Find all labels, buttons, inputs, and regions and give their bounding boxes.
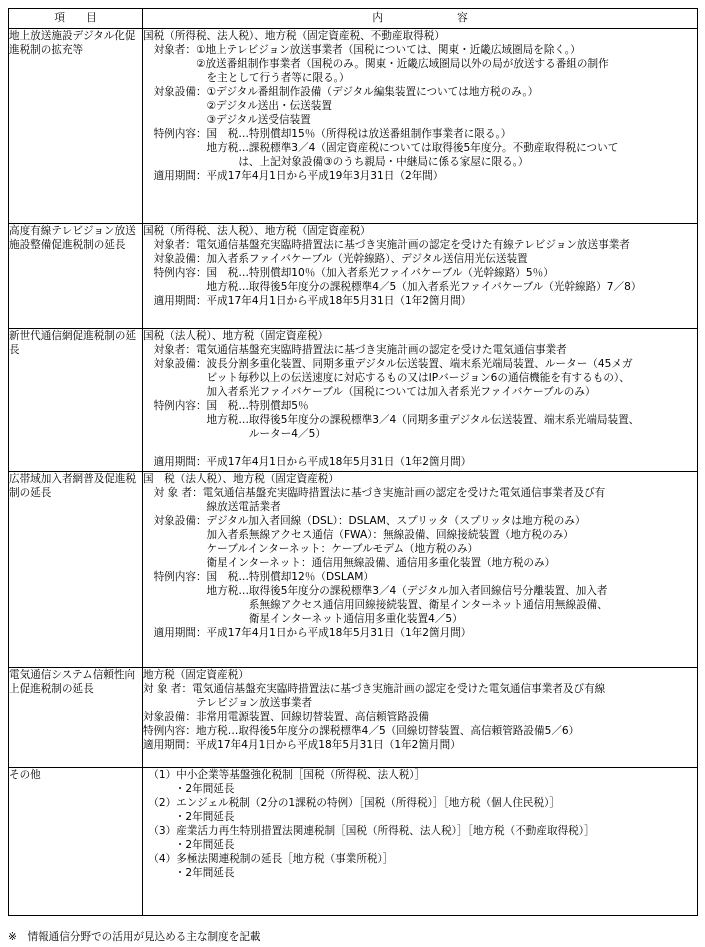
content-line: ケーブルインターネット：ケーブルモデム（地方税のみ） [143,543,479,555]
content-line: 線放送電話業者 [143,501,281,513]
content-line: ルーター4／5） [143,428,326,440]
content-line: 特例内容：国 税…特別償却10％（加入者系光ファイバケーブル（光幹線路）5％） [143,267,554,279]
content-line: 適用期間：平成17年4月1日から平成19年3月31日（2年間） [143,170,444,182]
content-line: ・2年間延長 [143,867,235,879]
footnote: ※ 情報通信分野での活用が見込める主な制度を記載 [8,931,261,943]
content-line: （1）中小企業等基盤強化税制［国税（所得税、法人税）］ [143,769,426,781]
content-line: テレビジョン放送事業者 [143,697,313,709]
table-header-row [9,9,698,29]
table-row [9,29,698,224]
content-line: 加入者系無線アクセス通信（FWA）：無線設備、回線接続装置（地方税のみ） [143,529,574,541]
content-line: 特例内容：国 税…特別償却15％（所得税は放送番組制作事業者に限る。） [143,128,512,140]
row-content [143,472,698,668]
content-line: 対象設備：加入者系ファイバケーブル（光幹線路）、デジタル送信用光伝送装置 [143,253,528,265]
content-line: 特例内容：国 税…特別償却5％ [143,400,309,412]
row-item-label: その他 [9,768,143,916]
content-line: ③デジタル送受信装置 [143,114,311,126]
content-line: 適用期間：平成17年4月1日から平成18年5月31日（1年2箇月間） [143,456,472,468]
row-content [143,768,698,916]
content-line: 系無線アクセス通信用回線接続装置、衛星インターネット通信用無線設備、 [143,599,608,611]
row-item-label: 地上放送施設デジタル化促進税制の拡充等 [9,29,143,224]
content-line: 対象設備：①デジタル番組制作設備（デジタル編集装置については地方税のみ。） [143,86,539,98]
tax-measures-table [8,8,698,916]
content-line: 国 税（法人税）、地方税（固定資産税） [143,473,339,485]
content-line: 国税（所得税、法人税）、地方税（固定資産税） [143,225,371,237]
content-line: 対象者：電気通信基盤充実臨時措置法に基づき実施計画の認定を受けた電気通信事業者 [143,344,567,356]
content-line: 地方税（固定資産税） [143,669,249,681]
content-line: 特例内容：国 税…特別償却12％（DSLAM） [143,571,374,583]
content-line: （4）多極法関連税制の延長［地方税（事業所税）］ [143,853,394,865]
content-line: ・2年間延長 [143,839,235,851]
content-line: 特例内容：地方税…取得後5年度分の課税標準4／5（回線切替装置、高信頼管路設備5／6） [143,725,580,737]
table-row [9,768,698,916]
content-line: ②デジタル送出・伝送装置 [143,100,332,112]
content-line: を主として行う者等に限る。） [143,72,350,84]
content-line: 国税（所得税、法人税）、地方税（固定資産税、不動産取得税） [143,30,445,42]
table-row [9,472,698,668]
content-line: 衛星インターネット：通信用無線設備、通信用多重化装置（地方税のみ） [143,557,556,569]
content-line: 地方税…課税標準3／4（固定資産税については取得後5年度分。不動産取得税について [143,142,619,154]
content-line: 適用期間：平成17年4月1日から平成18年5月31日（1年2箇月間） [143,627,472,639]
content-line: 対象設備：波長分割多重化装置、同期多重デジタル伝送装置、端末系光端局装置、ルーター（45メガ [143,358,633,370]
content-line: ・2年間延長 [143,783,235,795]
content-line: （3）産業活力再生特別措置法関連税制［国税（所得税、法人税）］［地方税（不動産取得税）］ [143,825,595,837]
row-item-label: 広帯域加入者網普及促進税制の延長 [9,472,143,668]
content-line: 対象者：①地上テレビジョン放送事業者（国税については、関東・近畿広域圏局を除く。） [143,44,581,56]
table-row [9,329,698,472]
content-line: 対象設備：デジタル加入者回線（DSL）：DSLAM、スプリッタ（スプリッタは地方税のみ） [143,515,586,527]
content-line [143,441,697,455]
content-line: 衛星インターネット通信用多重化装置4／5） [143,613,463,625]
row-item-label: 高度有線テレビジョン放送施設整備促進税制の延長 [9,224,143,329]
content-line: ・2年間延長 [143,811,235,823]
content-line: 国税（法人税）、地方税（固定資産税） [143,330,329,342]
row-content [143,224,698,329]
row-content [143,668,698,768]
content-line: 対象設備：非常用電源装置、回線切替装置、高信頼管路設備 [143,711,430,723]
content-line: は、上記対象設備③のうち親局・中継局に係る家屋に限る。） [143,156,529,168]
content-line: 対 象 者：電気通信基盤充実臨時措置法に基づき実施計画の認定を受けた電気通信事業者及び有線 [143,683,606,695]
content-line: ビット毎秒以上の伝送速度に対応するもの又はIPバージョン6の通信機能を有するもの）、 [143,372,630,384]
content-line: 地方税…取得後5年度分の課税標準3／4（同期多重デジタル伝送装置、端末系光端局装置、 [143,414,640,426]
row-content [143,29,698,224]
content-line: 地方税…取得後5年度分の課税標準3／4（デジタル加入者回線信号分離装置、加入者 [143,585,608,597]
content-line: 対 象 者：電気通信基盤充実臨時措置法に基づき実施計画の認定を受けた電気通信事業者及び有 [143,487,606,499]
content-line: 地方税…取得後5年度分の課税標準4／5（加入者系光ファイバケーブル（光幹線路）7／8） [143,281,642,293]
content-line: （2）エンジェル税制（2分の1課税の特例）［国税（所得税）］［地方税（個人住民税）］ [143,797,560,809]
table-row [9,668,698,768]
content-line: 適用期間：平成17年4月1日から平成18年5月31日（1年2箇月間） [143,295,472,307]
content-line: ②放送番組制作事業者（国税のみ。関東・近畿広域圏局以外の局が放送する番組の制作 [143,58,609,70]
header-content: 内 容 [143,9,698,29]
content-line: 適用期間：平成17年4月1日から平成18年5月31日（1年2箇月間） [143,739,461,751]
content-line: 加入者系光ファイバケーブル（国税については加入者系光ファイバケーブルのみ） [143,386,596,398]
row-item-label: 新世代通信網促進税制の延長 [9,329,143,472]
content-line: 対象者：電気通信基盤充実臨時措置法に基づき実施計画の認定を受けた有線テレビジョン放送事業者 [143,239,630,251]
row-content [143,329,698,472]
header-item: 項 目 [9,9,143,29]
row-item-label: 電気通信システム信頼性向上促進税制の延長 [9,668,143,768]
table-row [9,224,698,329]
